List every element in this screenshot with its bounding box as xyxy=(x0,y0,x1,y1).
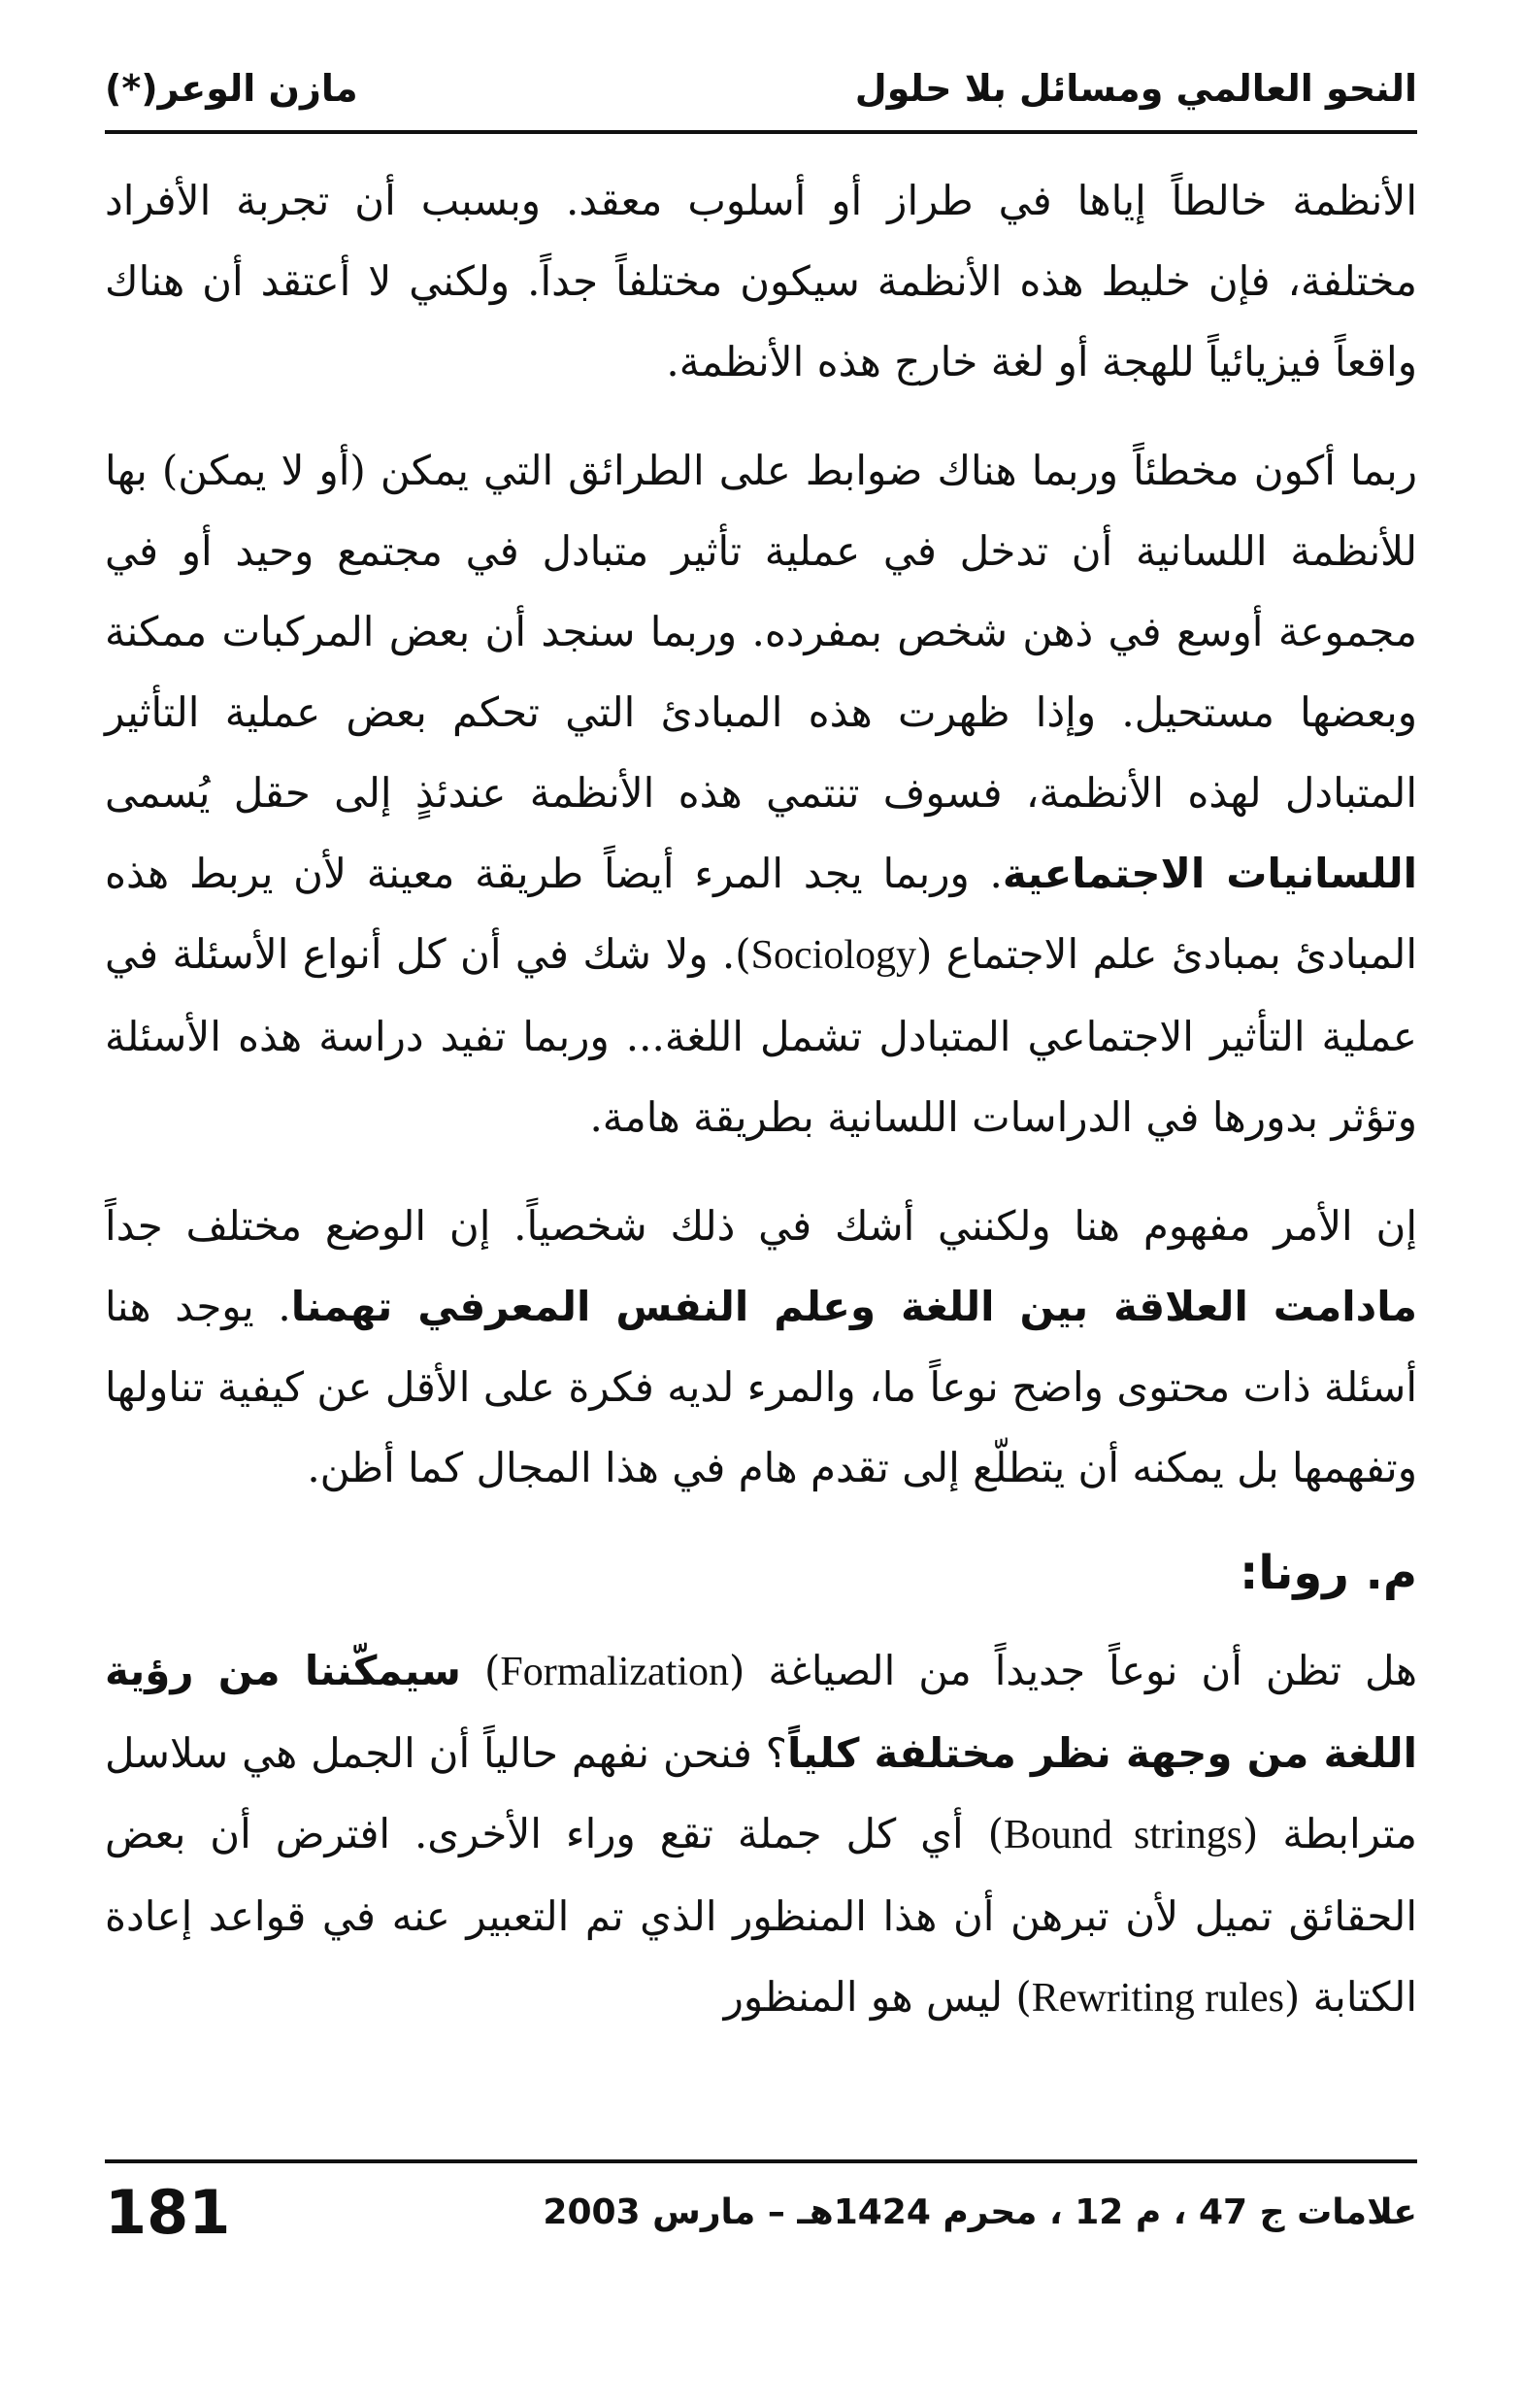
bold-term-sociolinguistics: اللسانيات الاجتماعية xyxy=(1002,850,1418,897)
body-text xyxy=(105,160,1417,2117)
latin-term-formalization: Formalization xyxy=(500,1650,730,1694)
paragraph-3-text-c: . يوجد هنا أسئلة ذات محتوى واضح نوعاً ما، والمرء لديه فكرة على الأقل عن كيفية تناولها وتفهمها بل يمكنه أن يتطلّع إلى تقدم هام في هذا المجال كما أظن. xyxy=(105,1283,1418,1491)
paragraph-3-text-a: إن الأمر مفهوم هنا ولكنني أشك في ذلك شخصياً. إن الوضع مختلف جداً xyxy=(105,1202,1417,1250)
running-header xyxy=(105,47,1417,134)
speaker-heading: م. رونا: xyxy=(1240,1546,1417,1600)
paragraph-4 xyxy=(105,1630,1417,2039)
header-author: مازن الوعر(*) xyxy=(105,67,358,110)
paragraph-2-text-c: . وربما يجد المرء أيضاً طريقة معينة لأن يربط هذه المبادئ بمبادئ علم الاجتماع ( xyxy=(105,850,1417,978)
paragraph-3 xyxy=(105,1186,1417,1508)
paragraph-4-text-a: هل تظن أن نوعاً جديداً من الصياغة ( xyxy=(729,1647,1417,1694)
latin-term-bound-strings: Bound strings xyxy=(1003,1813,1243,1857)
page-footer xyxy=(105,2159,1417,2260)
bold-question-new-perspective: سيمكّننا من رؤية اللغة من وجهة نظر مختلفة كلياً xyxy=(105,1647,1417,1777)
paragraph-4-text-g: ) أي كل جملة تقع وراء الأخرى. افترض أن بعض الحقائق تميل لأن تبرهن أن هذا المنظور الذي تم التعبير عنه في قواعد إعادة الكتابة ( xyxy=(105,1810,1417,2021)
paragraph-2 xyxy=(105,430,1417,1157)
paragraph-4-text-c: ) xyxy=(460,1647,501,1694)
paragraph-1 xyxy=(105,160,1417,402)
paragraph-4-text-e: ؟ فنحن نفهم حالياً أن الجمل هي سلاسل مترابطة ( xyxy=(105,1729,1417,1857)
bold-phrase-language-cognition: مادامت العلاقة بين اللغة وعلم النفس المعرفي تهمنا xyxy=(290,1283,1417,1330)
latin-term-rewriting-rules: Rewriting rules xyxy=(1031,1976,1284,2021)
paragraph-1-text: الأنظمة خالطاً إياها في طراز أو أسلوب معقد. وبسبب أن تجربة الأفراد مختلفة، فإن خليط هذه الأنظمة سيكون مختلفاً جداً. ولكني لا أعتقد أن هناك واقعاً فيزيائياً للهجة أو لغة خارج هذه الأنظمة. xyxy=(105,177,1417,385)
page-number: 181 xyxy=(105,2176,231,2248)
paragraph-2-text-a: ربما أكون مخطئاً وربما هناك ضوابط على الطرائق التي يمكن (أو لا يمكن) بها للأنظمة اللسانية أن تدخل في عملية تأثير متبادل في مجتمع وحيد أو في مجموعة أوسع في ذهن شخص بمفرده. وربما سنجد أن بعض المركبات ممكنة وبعضها مستحيل. وإذا ظهرت هذه المبادئ التي تحكم بعض عملية التأثير المتبادل لهذه الأنظمة، فسوف تنتمي هذه الأنظمة عندئذٍ إلى حقل يُسمى xyxy=(105,447,1417,817)
paragraph-2-text-e: ). ولا شك في أن كل أنواع الأسئلة في عملية التأثير الاجتماعي المتبادل تشمل اللغة... وربما تفيد دراسة هذه الأسئلة وتؤثر بدورها في الدراسات اللسانية بطريقة هامة. xyxy=(105,930,1417,1141)
paragraph-4-text-i: ) ليس هو المنظور xyxy=(723,1973,1032,2021)
header-title: النحو العالمي ومسائل بلا حلول xyxy=(854,67,1417,110)
latin-term-sociology: Sociology xyxy=(750,933,917,978)
journal-citation: علامات ج 47 ، م 12 ، محرم 1424هـ – مارس 2003 xyxy=(543,2191,1417,2232)
